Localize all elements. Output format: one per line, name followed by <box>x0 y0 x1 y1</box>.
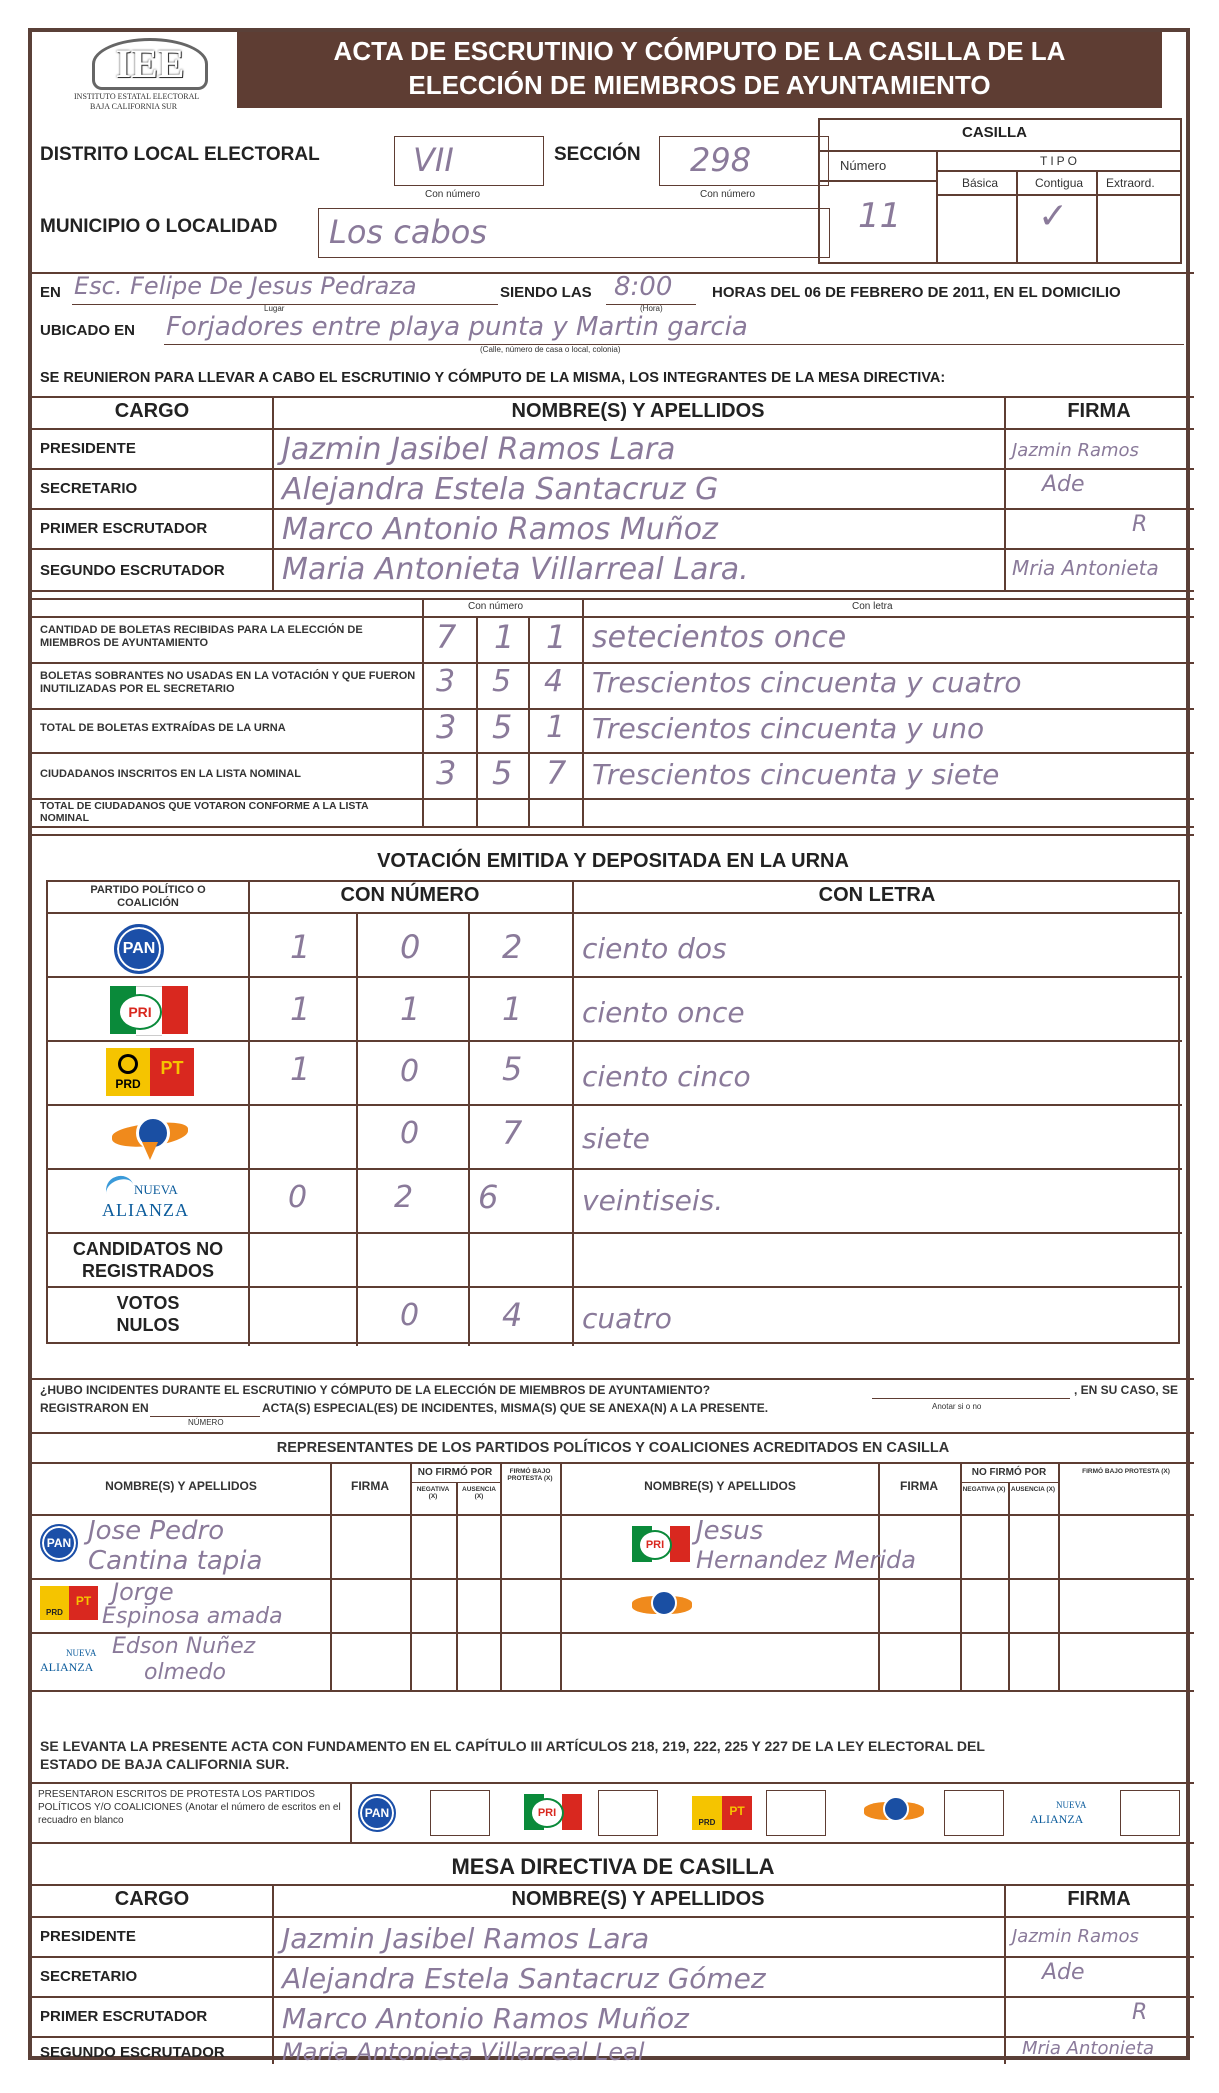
hora-sub: (Hora) <box>640 304 663 313</box>
protesta-pan-logo <box>358 1794 396 1832</box>
na-logo-text2: ALIANZA <box>102 1200 189 1220</box>
rep-col-ausencia-right: AUSENCIA (X) <box>1010 1486 1056 1493</box>
domicilio-value: Forjadores entre playa punta y Martin garcia <box>166 312 748 342</box>
mesa-directiva-table <box>32 396 1194 592</box>
incidentes-anotar-sub: Anotar si o no <box>932 1402 982 1411</box>
votos-nulos-label: VOTOS NULOS <box>116 1293 180 1335</box>
rep-na-nombre2: olmedo <box>144 1660 226 1685</box>
votos-na-d1: 0 <box>288 1180 308 1215</box>
boletas-extraidas-d3: 1 <box>546 710 566 745</box>
lugar-value: Esc. Felipe De Jesus Pedraza <box>74 272 417 300</box>
convergencia-logo <box>112 1114 188 1162</box>
mesa1-firma-segundo: Mria Antonieta <box>1012 556 1159 580</box>
distrito-label: DISTRITO LOCAL ELECTORAL <box>40 144 320 165</box>
mesa1-firma-presidente: Jazmin Ramos <box>1012 440 1139 461</box>
rep-na-text2: ALIANZA <box>40 1660 94 1674</box>
boletas-sobrantes-d2: 5 <box>492 664 512 699</box>
protesta-na-input[interactable] <box>1120 1790 1180 1836</box>
pan-logo <box>114 924 164 974</box>
fundamento-line1: SE LEVANTA LA PRESENTE ACTA CON FUNDAMENTO EN EL CAPÍTULO III ARTÍCULOS 218, 219, 222, 225 Y 227 DE LA LEY ELECTORAL DEL <box>40 1738 985 1754</box>
fecha-text: HORAS DEL 06 DE FEBRERO DE 2011, EN EL DOMICILIO <box>712 284 1121 301</box>
casilla-label: CASILLA <box>962 124 1027 141</box>
votacion-col-numero: CON NÚMERO <box>340 884 480 906</box>
rep-pan-nombre1: Jose Pedro <box>88 1516 225 1546</box>
boletas-recibidas-d2: 1 <box>494 618 515 656</box>
votos-pan-d1: 1 <box>290 928 311 966</box>
ubicado-label: UBICADO EN <box>40 322 136 339</box>
rep-col-nombre-left: NOMBRE(S) Y APELLIDOS <box>105 1479 257 1493</box>
representantes-title: REPRESENTANTES DE LOS PARTIDOS POLÍTICOS Y COALICIONES ACREDITADOS EN CASILLA <box>276 1440 950 1456</box>
boletas-label-recibidas: CANTIDAD DE BOLETAS RECIBIDAS PARA LA ELECCIÓN DE MIEMBROS DE AYUNTAMIENTO <box>40 624 363 649</box>
distrito-field[interactable] <box>394 136 544 186</box>
mesa1-cargo-secretario: SECRETARIO <box>40 480 138 497</box>
votos-pan-d3: 2 <box>502 928 523 966</box>
mesa2-cargo-primer: PRIMER ESCRUTADOR <box>40 2008 208 2025</box>
iee-logo-subtitle: INSTITUTO ESTATAL ELECTORAL <box>74 92 200 101</box>
votos-pri-d3: 1 <box>502 990 523 1028</box>
rep-col-nofirmo-left: NO FIRMÓ POR <box>417 1467 493 1478</box>
rep-na-nombre1: Edson Nuñez <box>112 1634 256 1659</box>
votos-conv-d2: 0 <box>400 1116 420 1151</box>
protesta-pri-text: PRI <box>530 1798 564 1828</box>
rep-pan-logo-text: PAN <box>46 1536 72 1550</box>
incidentes-numero-sub: NÚMERO <box>188 1418 224 1427</box>
votacion-table <box>46 880 1180 1344</box>
mesa2-firma-segundo: Mria Antonieta <box>1022 2038 1155 2059</box>
rep-na-logo <box>40 1642 110 1682</box>
rep-prd-logo-text: PRD <box>40 1586 69 1620</box>
votos-prd-d3: 5 <box>502 1050 523 1088</box>
incidentes-question: ¿HUBO INCIDENTES DURANTE EL ESCRUTINIO Y CÓMPUTO DE LA ELECCIÓN DE MIEMBROS DE AYUNTAMIENTO? <box>40 1383 711 1397</box>
mesa1-col-cargo: CARGO <box>114 400 190 422</box>
boletas-sobrantes-d1: 3 <box>436 664 456 699</box>
rep-pri-nombre2: Hernandez Merida <box>696 1546 916 1574</box>
mesa1-cargo-primer: PRIMER ESCRUTADOR <box>40 520 208 537</box>
boletas-label-extraidas: TOTAL DE BOLETAS EXTRAÍDAS DE LA URNA <box>40 722 286 734</box>
rep-col-protesta-left: FIRMÓ BAJO PROTESTA (X) <box>507 1468 553 1482</box>
votos-na-d2: 2 <box>394 1180 414 1215</box>
boletas-recibidas-d3: 1 <box>546 618 567 656</box>
prd-logo-text: PRD <box>106 1048 150 1096</box>
mesa1-firma-primer: R <box>1132 512 1148 537</box>
protesta-pan-input[interactable] <box>430 1790 490 1836</box>
municipio-value: Los cabos <box>329 213 488 251</box>
protesta-convergencia-logo <box>864 1794 924 1832</box>
mesa1-cargo-segundo: SEGUNDO ESCRUTADOR <box>40 562 225 579</box>
mesa2-firma-secretario: Ade <box>1042 1960 1085 1985</box>
seccion-value: 298 <box>690 141 752 179</box>
rep-convergencia-logo <box>632 1588 692 1628</box>
protesta-na-text2: ALIANZA <box>1030 1812 1084 1826</box>
mesa1-col-firma: FIRMA <box>1067 400 1131 422</box>
tipo-label: TIPO <box>1040 154 1081 168</box>
mesa2-col-nombre: NOMBRE(S) Y APELLIDOS <box>511 1888 765 1910</box>
contigua-label: Contigua <box>1035 176 1084 190</box>
mesa2-cargo-segundo: SEGUNDO ESCRUTADOR <box>40 2044 225 2061</box>
mesa2-nombre-presidente: Jazmin Jasibel Ramos Lara <box>282 1922 650 1955</box>
votos-pri-d2: 1 <box>400 990 421 1028</box>
acta-form <box>28 28 1190 2066</box>
boletas-col-numero: Con número <box>468 601 524 612</box>
boletas-sobrantes-d3: 4 <box>544 664 564 699</box>
rep-pan-nombre2: Cantina tapia <box>88 1546 263 1576</box>
contigua-check[interactable]: ✓ <box>1038 196 1069 237</box>
protesta-pt-text: PT <box>722 1796 752 1830</box>
mesa2-col-firma: FIRMA <box>1067 1888 1131 1910</box>
votos-pan-letra: ciento dos <box>582 932 727 965</box>
na-logo-text1: NUEVA <box>134 1182 178 1197</box>
protesta-pri-logo <box>524 1794 582 1830</box>
votos-pri-d1: 1 <box>290 990 311 1028</box>
boletas-label-votaron: TOTAL DE CIUDADANOS QUE VOTARON CONFORME A LA LISTA NOMINAL <box>40 800 369 824</box>
rep-na-text1: NUEVA <box>66 1648 97 1658</box>
en-label: EN <box>40 284 61 301</box>
mesa2-nombre-primer: Marco Antonio Ramos Muñoz <box>282 2002 689 2035</box>
protesta-na-text1: NUEVA <box>1056 1800 1087 1810</box>
incidentes-acta-text: ACTA(S) ESPECIAL(ES) DE INCIDENTES, MISMA(S) QUE SE ANEXA(N) A LA PRESENTE. <box>262 1401 769 1415</box>
votos-nulos-letra: cuatro <box>582 1302 672 1335</box>
siendo-label: SIENDO LAS <box>500 284 592 301</box>
mesa2-cargo-presidente: PRESIDENTE <box>40 1928 136 1945</box>
rep-col-protesta-right: FIRMÓ BAJO PROTESTA (X) <box>1082 1468 1170 1475</box>
boletas-inscritos-d2: 5 <box>492 754 513 792</box>
boletas-recibidas-letra: setecientos once <box>592 620 847 655</box>
distrito-value: VII <box>413 141 454 179</box>
lugar-sub: Lugar <box>264 304 285 313</box>
mesa2-nombre-segundo: Maria Antonieta Villarreal Leal <box>282 2038 645 2066</box>
rep-pt-logo-text: PT <box>69 1586 98 1620</box>
boletas-inscritos-letra: Trescientos cincuenta y siete <box>592 758 1000 791</box>
numero-value: 11 <box>858 196 902 236</box>
votos-na-d3: 6 <box>478 1178 499 1216</box>
boletas-inscritos-d1: 3 <box>436 754 457 792</box>
mesa2-table <box>32 1884 1194 2064</box>
rep-prd-nombre1: Jorge <box>112 1578 174 1606</box>
reunieron-text: SE REUNIERON PARA LLEVAR A CABO EL ESCRUTINIO Y CÓMPUTO DE LA MISMA, LOS INTEGRANTES DE LA MESA DIRECTIVA: <box>40 370 946 386</box>
boletas-col-letra: Con letra <box>852 601 893 612</box>
boletas-inscritos-d3: 7 <box>546 754 567 792</box>
basica-label: Básica <box>962 176 999 190</box>
rep-col-nombre-right: NOMBRE(S) Y APELLIDOS <box>644 1479 796 1493</box>
votos-conv-letra: siete <box>582 1122 650 1155</box>
mesa1-nombre-segundo: Maria Antonieta Villarreal Lara. <box>282 552 749 587</box>
pt-logo-text: PT <box>150 1048 194 1096</box>
mesa1-nombre-secretario: Alejandra Estela Santacruz G <box>282 472 719 507</box>
iee-logo-state: BAJA CALIFORNIA SUR <box>90 102 178 111</box>
votos-prd-letra: ciento cinco <box>582 1060 751 1093</box>
prd-pt-logo <box>106 1048 194 1096</box>
pan-logo-text: PAN <box>122 940 156 957</box>
rep-col-nofirmo-right: NO FIRMÓ POR <box>971 1467 1047 1478</box>
seccion-sub: Con número <box>700 189 756 200</box>
votacion-col-partido: PARTIDO POLÍTICO O COALICIÓN <box>90 884 206 909</box>
rep-col-firma-right: FIRMA <box>900 1479 938 1493</box>
mesa1-nombre-primer: Marco Antonio Ramos Muñoz <box>282 512 718 547</box>
municipio-label: MUNICIPIO O LOCALIDAD <box>40 216 278 237</box>
iee-logo-mark: IEE <box>92 38 208 90</box>
protesta-na-logo <box>1030 1794 1100 1834</box>
protesta-prd-text: PRD <box>692 1796 722 1830</box>
nueva-alianza-logo <box>98 1174 208 1226</box>
candidatos-no-registrados-label: CANDIDATOS NO REGISTRADOS <box>72 1239 224 1281</box>
mesa2-col-cargo: CARGO <box>114 1888 190 1910</box>
protesta-pan-text: PAN <box>364 1806 390 1820</box>
rep-pri-nombre1: Jesus <box>696 1516 764 1546</box>
pri-logo-text: PRI <box>118 994 162 1030</box>
mesa1-col-nombre: NOMBRE(S) Y APELLIDOS <box>511 400 765 422</box>
representantes-table <box>32 1462 1194 1722</box>
numero-label: Número <box>840 158 887 173</box>
rep-col-negativa-right: NEGATIVA (X) <box>962 1486 1006 1493</box>
rep-pri-logo-text: PRI <box>638 1530 672 1560</box>
votacion-col-letra: CON LETRA <box>818 884 936 906</box>
protesta-row <box>32 1782 1194 1844</box>
mesa2-firma-primer: R <box>1132 2000 1148 2025</box>
votacion-title: VOTACIÓN EMITIDA Y DEPOSITADA EN LA URNA <box>377 850 849 872</box>
votos-nulos-d2: 0 <box>400 1298 420 1333</box>
protesta-prd-pt-logo <box>692 1796 752 1830</box>
rep-pri-logo <box>632 1526 690 1562</box>
mesa2-nombre-secretario: Alejandra Estela Santacruz Gómez <box>282 1962 766 1995</box>
boletas-label-inscritos: CIUDADANOS INSCRITOS EN LA LISTA NOMINAL <box>40 768 301 780</box>
votos-prd-d1: 1 <box>290 1050 311 1088</box>
seccion-label: SECCIÓN <box>554 144 641 165</box>
boletas-table <box>32 598 1194 828</box>
protesta-convergencia-input[interactable] <box>944 1790 1004 1836</box>
boletas-recibidas-d1: 7 <box>436 618 457 656</box>
incidentes-registraron: REGISTRARON EN <box>40 1401 149 1415</box>
protesta-label: PRESENTARON ESCRITOS DE PROTESTA LOS PARTIDOS POLÍTICOS Y/O COALICIONES (Anotar el número de escritos en el recuadro en blanco <box>38 1789 341 1826</box>
mesa1-firma-secretario: Ade <box>1042 472 1085 497</box>
votos-pan-d2: 0 <box>400 928 421 966</box>
page-subtitle: ELECCIÓN DE MIEMBROS DE AYUNTAMIENTO <box>408 70 991 100</box>
protesta-prd-input[interactable] <box>766 1790 826 1836</box>
mesa1-nombre-presidente: Jazmin Jasibel Ramos Lara <box>282 432 676 467</box>
mesa2-firma-presidente: Jazmin Ramos <box>1012 1926 1139 1947</box>
mesa1-cargo-presidente: PRESIDENTE <box>40 440 136 457</box>
votos-na-letra: veintiseis. <box>582 1184 724 1217</box>
mesa2-title: MESA DIRECTIVA DE CASILLA <box>451 1854 775 1879</box>
protesta-pri-input[interactable] <box>598 1790 658 1836</box>
rep-pan-logo <box>40 1524 78 1562</box>
rep-col-firma-left: FIRMA <box>351 1479 389 1493</box>
rep-col-ausencia-left: AUSENCIA (X) <box>462 1486 496 1500</box>
fundamento-line2: ESTADO DE BAJA CALIFORNIA SUR. <box>40 1756 290 1772</box>
rep-prd-pt-logo <box>40 1586 98 1620</box>
extraord-label: Extraord. <box>1106 176 1155 190</box>
boletas-extraidas-d2: 5 <box>492 708 513 746</box>
boletas-label-sobrantes: BOLETAS SOBRANTES NO USADAS EN LA VOTACIÓN Y QUE FUERON INUTILIZADAS POR EL SECRETARIO <box>40 670 416 695</box>
votos-pri-letra: ciento once <box>582 996 745 1029</box>
votos-conv-d3: 7 <box>502 1114 523 1152</box>
hora-value: 8:00 <box>614 272 673 302</box>
seccion-field[interactable] <box>659 136 829 186</box>
rep-prd-nombre2: Espinosa amada <box>102 1604 283 1629</box>
boletas-extraidas-d1: 3 <box>436 708 457 746</box>
boletas-extraidas-letra: Trescientos cincuenta y uno <box>592 712 985 745</box>
domicilio-sub: (Calle, número de casa o local, colonia) <box>480 345 621 354</box>
votos-prd-d2: 0 <box>400 1054 420 1089</box>
title-banner <box>237 32 1162 108</box>
iee-logo <box>72 36 222 116</box>
incidentes-question-tail: , EN SU CASO, SE <box>1074 1383 1179 1397</box>
mesa2-cargo-secretario: SECRETARIO <box>40 1968 138 1985</box>
pri-logo <box>110 986 188 1034</box>
rep-col-negativa-left: NEGATIVA (X) <box>416 1486 450 1500</box>
distrito-sub: Con número <box>425 189 481 200</box>
page-title: ACTA DE ESCRUTINIO Y CÓMPUTO DE LA CASILLA DE LA <box>333 36 1066 66</box>
boletas-sobrantes-letra: Trescientos cincuenta y cuatro <box>592 666 1022 699</box>
votos-nulos-d3: 4 <box>502 1296 523 1334</box>
municipio-field[interactable] <box>318 208 830 258</box>
